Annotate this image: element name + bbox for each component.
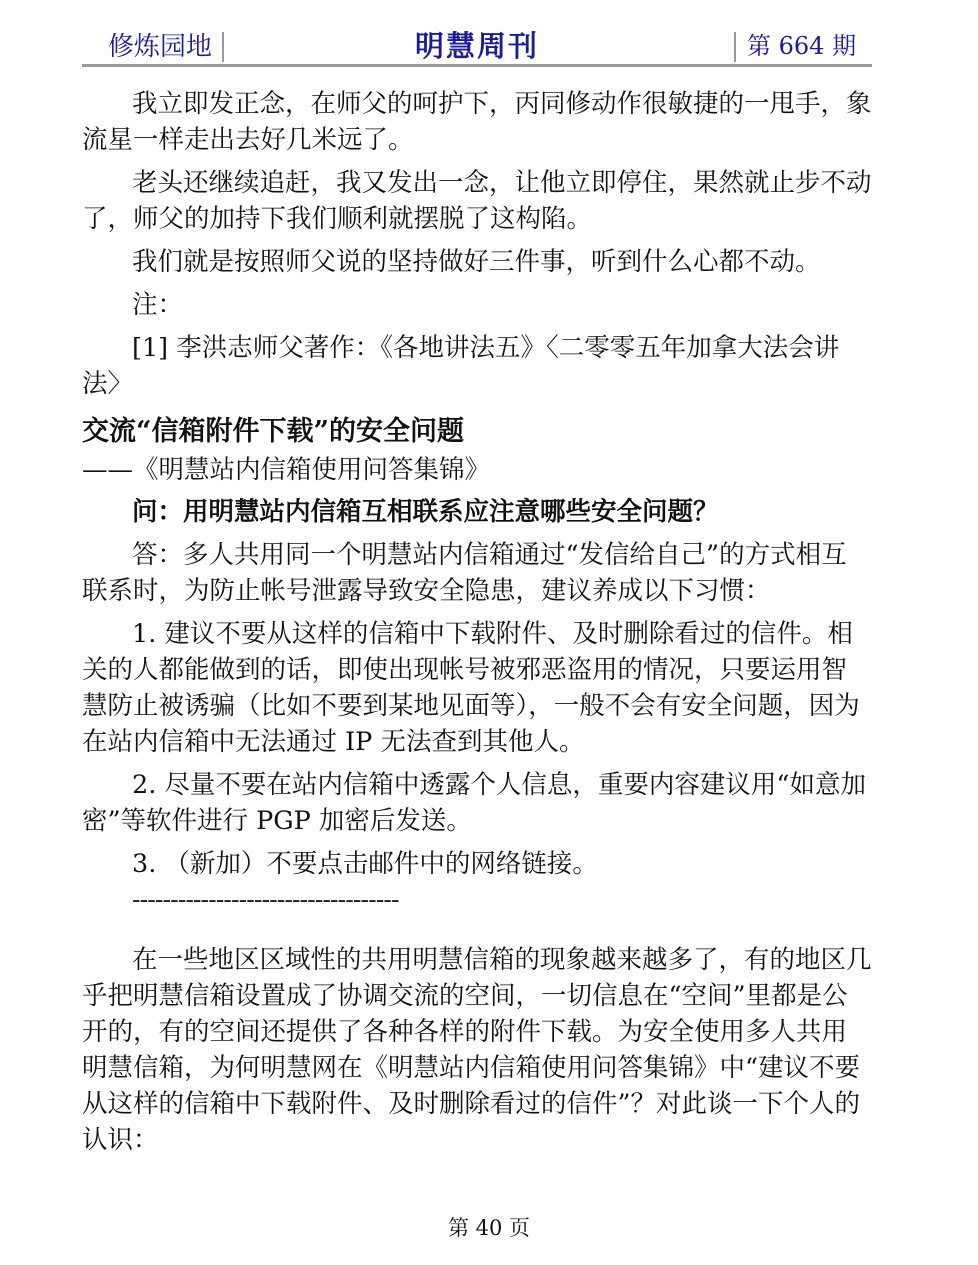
divider-line: ----------------------------------- [132,885,399,915]
paragraph: 我们就是按照师父说的坚持做好三件事，听到什么心都不动。 [132,247,821,277]
section-name: 修炼园地 [108,32,213,62]
issue-number: 第 664 期 [747,32,857,60]
question: 问：用明慧站内信箱互相联系应注意哪些安全问题？ [132,497,719,527]
paragraph: 我立即发正念，在师父的呵护下，丙同修动作很敏捷的一甩手，象流星一样走出去好几米远了。 [82,89,872,155]
footnote: [1] 李洪志师父著作：《各地讲法五》〈二零零五年加拿大法会讲法〉 [82,333,840,399]
list-item: 1. 建议不要从这样的信箱中下载附件、及时删除看过的信件。相关的人都能做到的话，即使出现帐号被邪恶盗用的情况，只要运用智慧防止被诱骗（比如不要到某地见面等），一般不会有安全问题，因为在站内信箱中无法通过 IP 无法查到其他人。 [82,619,860,757]
list-item: 2. 尽量不要在站内信箱中透露个人信息，重要内容建议用“如意加密”等软件进行 PGP 加密后发送。 [82,770,866,836]
header-separator-right [734,32,736,62]
article-subtitle: ——《明慧站内信箱使用问答集锦》 [82,455,491,485]
publication-title: 明慧周刊 [414,29,539,63]
page-number: 第 40 页 [447,1216,531,1240]
page-header [82,24,872,67]
paragraph: 在一些地区区域性的共用明慧信箱的现象越来越多了，有的地区几乎把明慧信箱设置成了协调交流的空间，一切信息在“空间”里都是公开的，有的空间还提供了各种各样的附件下载。为安全使用多人共用明慧信箱，为何明慧网在《明慧站内信箱使用问答集锦》中“建议不要从这样的信箱中下载附件、及时删除看过的信件”？对此谈一下个人的认识： [82,945,872,1155]
note-label: 注： [132,290,184,320]
list-item: 3. （新加）不要点击邮件中的网络链接。 [132,849,598,879]
page-body [82,86,872,1158]
article-title: 交流“信箱附件下载”的安全问题 [82,416,465,447]
paragraph: 老头还继续追赶，我又发出一念，让他立即停住，果然就止步不动了，师父的加持下我们顺利就摆脱了这构陷。 [82,168,872,234]
answer: 答：多人共用同一个明慧站内信箱通过“发信给自己”的方式相互联系时，为防止帐号泄露导致安全隐患，建议养成以下习惯： [82,540,847,606]
